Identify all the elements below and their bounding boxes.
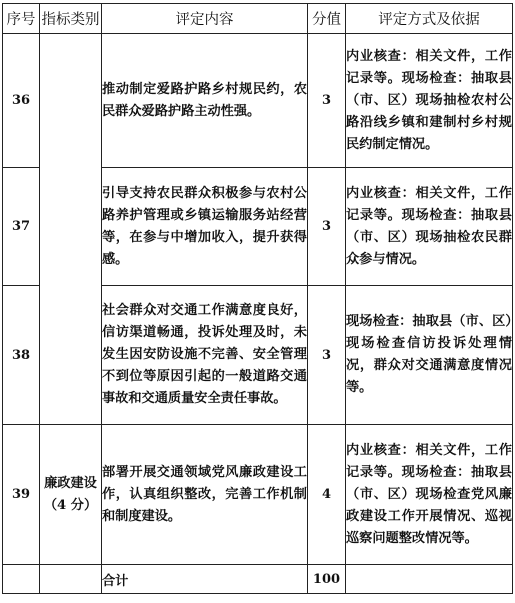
category-name: 廉政建设 xyxy=(44,475,97,491)
row-seq: 38 xyxy=(3,286,40,425)
total-score: 100 xyxy=(308,565,346,594)
row-method: 内业核查：相关文件，工作记录等。现场检查：抽取县（市、区）现场抽检农村公路沿线乡镇和建制村乡村规民约制定情况。 xyxy=(346,34,513,168)
table-row xyxy=(3,425,513,565)
row-category xyxy=(40,425,102,565)
total-row xyxy=(3,565,513,594)
row-content: 社会群众对交通工作满意度良好，信访渠道畅通，投诉处理及时，未发生因安防设施不完善、安全管理不到位等原因引起的一般道路交通事故和交通质量安全责任事故。 xyxy=(102,286,308,425)
row-category xyxy=(40,34,102,425)
header-row xyxy=(3,4,513,34)
row-score: 4 xyxy=(308,425,346,565)
header-content: 评定内容 xyxy=(102,4,308,34)
table-row xyxy=(3,34,513,168)
total-seq-cell xyxy=(3,565,40,594)
row-score: 3 xyxy=(308,286,346,425)
category-points: （4 分） xyxy=(43,497,98,513)
row-method: 内业核查：相关文件，工作记录等。现场检查：抽取县（市、区）现场抽检农民群众参与情况。 xyxy=(346,168,513,286)
row-method: 内业核查：相关文件，工作记录等。现场检查：抽取县（市、区）现场检查党风廉政建设工作开展情况、巡视巡察问题整改情况等。 xyxy=(346,425,513,565)
header-category: 指标类别 xyxy=(40,4,102,34)
total-label: 合计 xyxy=(102,565,308,594)
row-seq: 39 xyxy=(3,425,40,565)
evaluation-table xyxy=(2,3,513,594)
row-seq: 37 xyxy=(3,168,40,286)
row-content: 引导支持农民群众积极参与农村公路养护管理或乡镇运输服务站经营等，在参与中增加收入，提升获得感。 xyxy=(102,168,308,286)
header-seq: 序号 xyxy=(3,4,40,34)
total-category-cell xyxy=(40,565,102,594)
row-score: 3 xyxy=(308,168,346,286)
row-content: 推动制定爱路护路乡村规民约，农民群众爱路护路主动性强。 xyxy=(102,34,308,168)
row-content: 部署开展交通领域党风廉政建设工作，认真组织整改，完善工作机制和制度建设。 xyxy=(102,425,308,565)
row-score: 3 xyxy=(308,34,346,168)
header-score: 分值 xyxy=(308,4,346,34)
row-method: 现场检查：抽取县（市、区）现场检查信访投诉处理情况，群众对交通满意度情况等。 xyxy=(346,286,513,425)
total-method-cell xyxy=(346,565,513,594)
header-method: 评定方式及依据 xyxy=(346,4,513,34)
row-seq: 36 xyxy=(3,34,40,168)
